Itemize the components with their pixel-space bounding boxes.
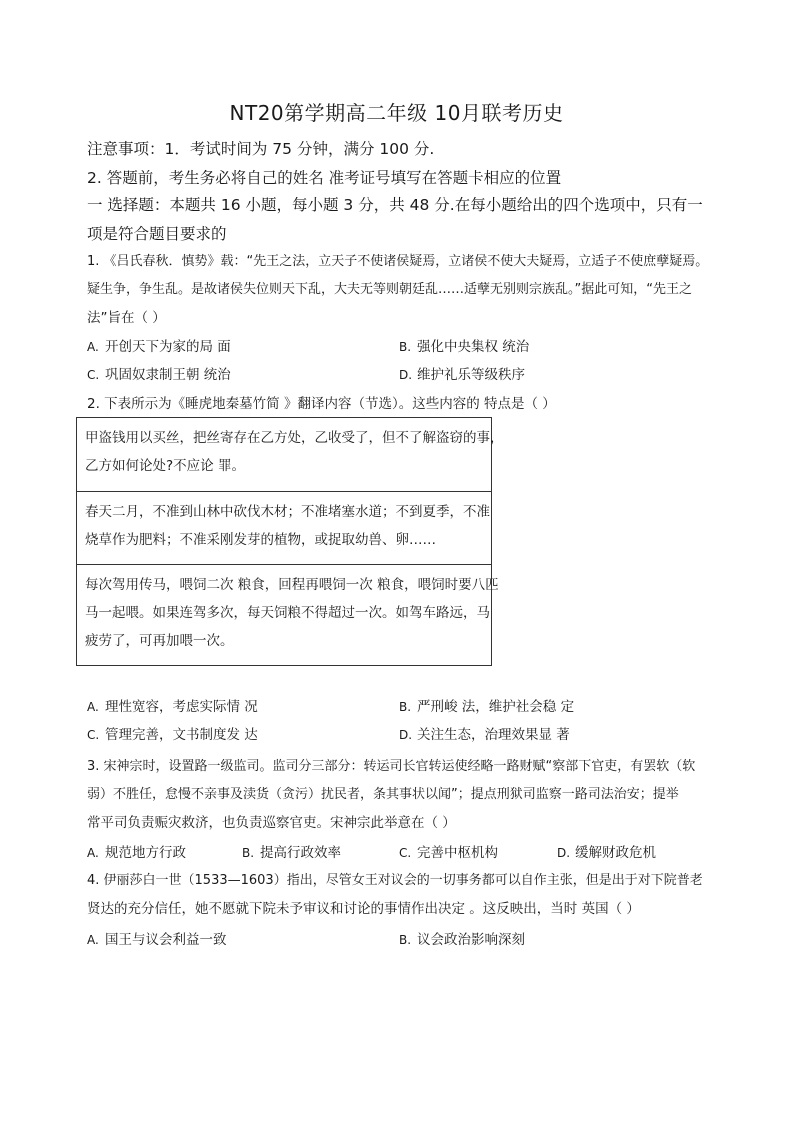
option-key: C. xyxy=(87,368,100,382)
q2-stem: 2. 下表所示为《睡虎地秦墓竹简 》翻译内容（节选）。这些内容的 特点是（ ） xyxy=(87,396,556,412)
q4-stem-line-2: 贤达的充分信任，她不愿就下院未予审议和讨论的事情作出决定 。这反映出，当时 英国（ ） xyxy=(87,901,640,917)
option-text: 关注生态，治理效果显 著 xyxy=(417,727,570,743)
option-text: 理性宽容，考虑实际情 况 xyxy=(105,699,258,715)
option-key: A. xyxy=(87,340,99,354)
cell-line: 甲盗钱用以买丝，把丝寄存在乙方处，乙收受了，但不了解盗窃的事， xyxy=(85,430,504,446)
q3-option-a[interactable] xyxy=(87,844,186,862)
option-key: A. xyxy=(87,700,99,714)
option-text: 维护礼乐等级秩序 xyxy=(417,367,525,383)
option-key: B. xyxy=(399,933,412,947)
q3-stem-line-1: 3. 宋神宗时，设置路一级监司。监司分三部分：转运司长官转运使经略一路财赋“察部下官吏，有罢软（软 xyxy=(87,759,696,774)
q3-option-d[interactable] xyxy=(557,844,656,862)
option-text: 强化中央集权 统治 xyxy=(417,339,530,355)
q2-option-d[interactable] xyxy=(399,726,570,744)
cell-line: 春天二月，不准到山林中砍伐木材；不准堵塞水道；不到夏季，不准 xyxy=(85,504,490,520)
option-text: 管理完善，文书制度发 达 xyxy=(105,727,258,743)
q3-option-b[interactable] xyxy=(242,844,341,862)
q1-option-a[interactable] xyxy=(87,338,231,356)
option-text: 议会政治影响深刻 xyxy=(417,932,525,948)
cell-line: 每次驾用传马，喂饲二次 粮食，回程再喂饲一次 粮食，喂饲时要八匹 xyxy=(85,577,499,593)
option-key: C. xyxy=(399,846,412,860)
q1-option-d[interactable] xyxy=(399,366,525,384)
option-key: B. xyxy=(242,846,255,860)
page-title: NT20第学期高二年级 10月联考历史 xyxy=(229,101,564,125)
option-key: D. xyxy=(399,368,413,382)
option-text: 开创天下为家的局 面 xyxy=(105,339,231,355)
q3-option-c[interactable] xyxy=(399,844,498,862)
option-key: A. xyxy=(87,846,99,860)
q4-option-a[interactable] xyxy=(87,931,227,949)
q3-stem-line-3: 常平司负责赈灾救济，也负责巡察官吏。宋神宗此举意在（ ） xyxy=(87,815,456,831)
q3-stem-line-2: 弱）不胜任，怠慢不亲事及渎货（贪污）扰民者，条其事状以闻”；提点刑狱司监察一路司法治安；提举 xyxy=(87,787,679,802)
option-key: C. xyxy=(87,728,100,742)
option-key: A. xyxy=(87,933,99,947)
table-cell xyxy=(77,564,499,665)
section-heading-line-2: 项是符合题目要求的 xyxy=(87,225,227,243)
option-text: 国王与议会利益一致 xyxy=(105,932,227,948)
q2-option-a[interactable] xyxy=(87,698,258,716)
q4-option-b[interactable] xyxy=(399,931,525,949)
cell-line: 疲劳了，可再加喂一次。 xyxy=(85,633,234,649)
q1-stem-line-3: 法”旨在（ ） xyxy=(87,310,166,326)
table-cell xyxy=(77,418,504,491)
q2-source-table xyxy=(76,417,504,666)
q2-option-b[interactable] xyxy=(399,698,574,716)
option-key: B. xyxy=(399,700,412,714)
option-text: 严刑峻 法，维护社会稳 定 xyxy=(417,699,575,715)
q4-stem-line-1: 4. 伊丽莎白一世（1533—1603）指出，尽管女王对议会的一切事务都可以自作主张，但是出于对下院普老 xyxy=(87,873,703,888)
notes-line-2: 2. 答题前，考生务必将自己的姓名 准考证号填写在答题卡相应的位置 xyxy=(87,169,562,187)
section-heading-line-1: 一 选择题：本题共 16 小题，每小题 3 分，共 48 分.在每小题给出的四个选项中，只有一 xyxy=(87,196,703,214)
q2-option-c[interactable] xyxy=(87,726,258,744)
option-text: 完善中枢机构 xyxy=(417,845,498,861)
option-text: 规范地方行政 xyxy=(105,845,186,861)
q1-stem-line-1: 1. 《吕氏春秋．慎势》载：“先王之法，立天子不使诸侯疑焉，立诸侯不使大夫疑焉，立适子不使庶孽疑焉。 xyxy=(87,254,709,269)
option-key: D. xyxy=(557,846,571,860)
option-text: 提高行政效率 xyxy=(260,845,341,861)
option-key: B. xyxy=(399,340,412,354)
option-key: D. xyxy=(399,728,413,742)
q1-option-c[interactable] xyxy=(87,366,231,384)
cell-line: 乙方如何论处?不应论 罪。 xyxy=(85,458,245,474)
q1-option-b[interactable] xyxy=(399,338,529,356)
cell-line: 马一起喂。如果连驾多次，每天饲粮不得超过一次。如驾车路远，马 xyxy=(85,605,490,621)
notes-line-1: 注意事项：1．考试时间为 75 分钟，满分 100 分. xyxy=(87,140,435,158)
option-text: 缓解财政危机 xyxy=(575,845,656,861)
option-text: 巩固奴隶制王朝 统治 xyxy=(105,367,231,383)
cell-line: 烧草作为肥料；不准采刚发芽的植物，或捉取幼兽、卵…… xyxy=(85,532,436,548)
q1-stem-line-2: 疑生争，争生乱。是故诸侯失位则天下乱，大夫无等则朝廷乱……适孽无别则宗族乱。”据此可知，“先王之 xyxy=(87,282,692,297)
table-cell xyxy=(77,491,491,564)
